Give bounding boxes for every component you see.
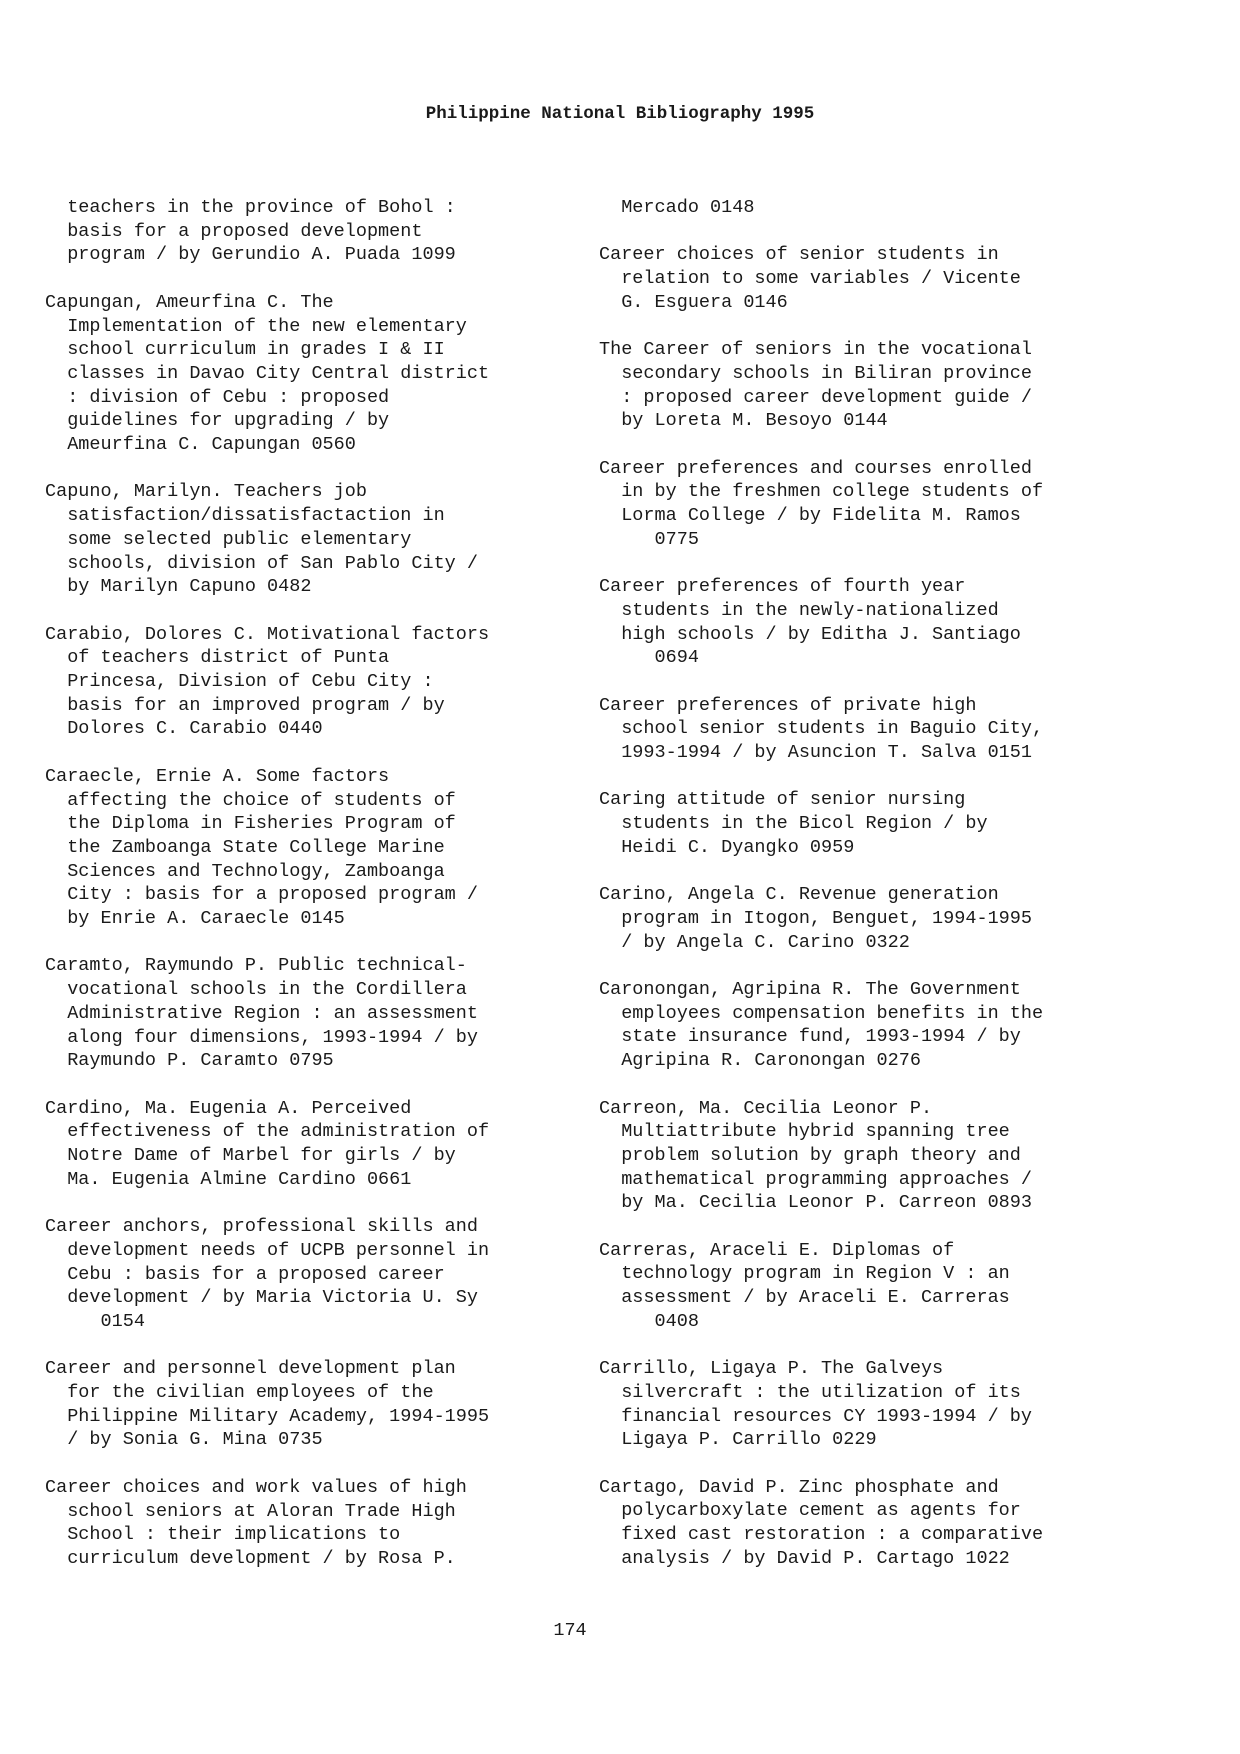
- right-column: [599, 196, 1179, 1594]
- bibliography-entry: Career and personnel development plan for the civilian employees of the Philippine Military Academy, 1994-1995 / by Sonia G. Mina 0735: [45, 1358, 490, 1451]
- bibliography-entry: teachers in the province of Bohol : basis for a proposed development program / by Gerundio A. Puada 1099: [67, 197, 456, 266]
- bibliography-entry: Career anchors, professional skills and development needs of UCPB personnel in Cebu : basis for a proposed career development / by Maria Victoria U. Sy 0154: [45, 1216, 490, 1332]
- bibliography-entry: Capungan, Ameurfina C. The Implementation of the new elementary school curriculum in grades I & II classes in Davao City Central district : division of Cebu : proposed guidelines for upgrading / by Ameurfina C. Capungan 0560: [45, 291, 490, 456]
- bibliography-entry: Mercado 0148: [599, 197, 755, 218]
- page-number: 174: [553, 1620, 587, 1641]
- left-column: [45, 196, 605, 1594]
- bibliography-entry: Caring attitude of senior nursing students in the Bicol Region / by Heidi C. Dyangko 0959: [599, 789, 988, 858]
- bibliography-entry: Carrillo, Ligaya P. The Galveys silvercraft : the utilization of its financial resources CY 1993-1994 / by Ligaya P. Carrillo 0229: [599, 1358, 1032, 1451]
- bibliography-entry: Carreon, Ma. Cecilia Leonor P. Multiattribute hybrid spanning tree problem solution by graph theory and mathematical programming approaches / by Ma. Cecilia Leonor P. Carreon 0893: [599, 1097, 1032, 1214]
- page-title: Philippine National Bibliography 1995: [425, 104, 815, 124]
- bibliography-entry: Career choices of senior students in relation to some variables / Vicente G. Esguera 0146: [599, 244, 1021, 313]
- bibliography-entry: Carabio, Dolores C. Motivational factors of teachers district of Punta Princesa, Division of Cebu City : basis for an improved program / by Dolores C. Carabio 0440: [45, 623, 490, 740]
- bibliography-entry: Career preferences of fourth year students in the newly-nationalized high schools / by Editha J. Santiago 0694: [599, 576, 1021, 669]
- bibliography-entry: Caraecle, Ernie A. Some factors affecting the choice of students of the Diploma in Fisheries Program of the Zamboanga State College Marine Sciences and Technology, Zamboanga City : basis for a proposed program / by Enrie A. Caraecle 0145: [45, 765, 478, 930]
- bibliography-entry: Carino, Angela C. Revenue generation program in Itogon, Benguet, 1994-1995 / by Angela C. Carino 0322: [599, 884, 1032, 953]
- bibliography-entry: Career choices and work values of high school seniors at Aloran Trade High School : their implications to curriculum development / by Rosa P.: [45, 1476, 467, 1569]
- bibliography-entry: Career preferences of private high school senior students in Baguio City, 1993-1994 / by Asuncion T. Salva 0151: [599, 694, 1044, 764]
- bibliography-entry: Capuno, Marilyn. Teachers job satisfaction/dissatisfactaction in some selected public elementary schools, division of San Pablo City / by Marilyn Capuno 0482: [45, 481, 478, 598]
- bibliography-entry: Cartago, David P. Zinc phosphate and polycarboxylate cement as agents for fixed cast restoration : a comparative analysis / by David P. Cartago 1022: [599, 1476, 1044, 1569]
- bibliography-entry: Caramto, Raymundo P. Public technical- vocational schools in the Cordillera Administrative Region : an assessment along four dimensions, 1993-1994 / by Raymundo P. Caramto 0795: [45, 955, 478, 1072]
- bibliography-entry: Caronongan, Agripina R. The Government employees compensation benefits in the state insurance fund, 1993-1994 / by Agripina R. Caronongan 0276: [599, 979, 1044, 1072]
- bibliography-entry: Career preferences and courses enrolled in by the freshmen college students of Lorma College / by Fidelita M. Ramos 0775: [599, 457, 1044, 550]
- bibliography-entry: The Career of seniors in the vocational secondary schools in Biliran province : proposed career development guide / by Loreta M. Besoyo 0144: [599, 339, 1032, 432]
- bibliography-entry: Cardino, Ma. Eugenia A. Perceived effectiveness of the administration of Notre Dame of Marbel for girls / by Ma. Eugenia Almine Cardino 0661: [45, 1097, 490, 1190]
- bibliography-entry: Carreras, Araceli E. Diplomas of technology program in Region V : an assessment / by Araceli E. Carreras 0408: [599, 1239, 1010, 1332]
